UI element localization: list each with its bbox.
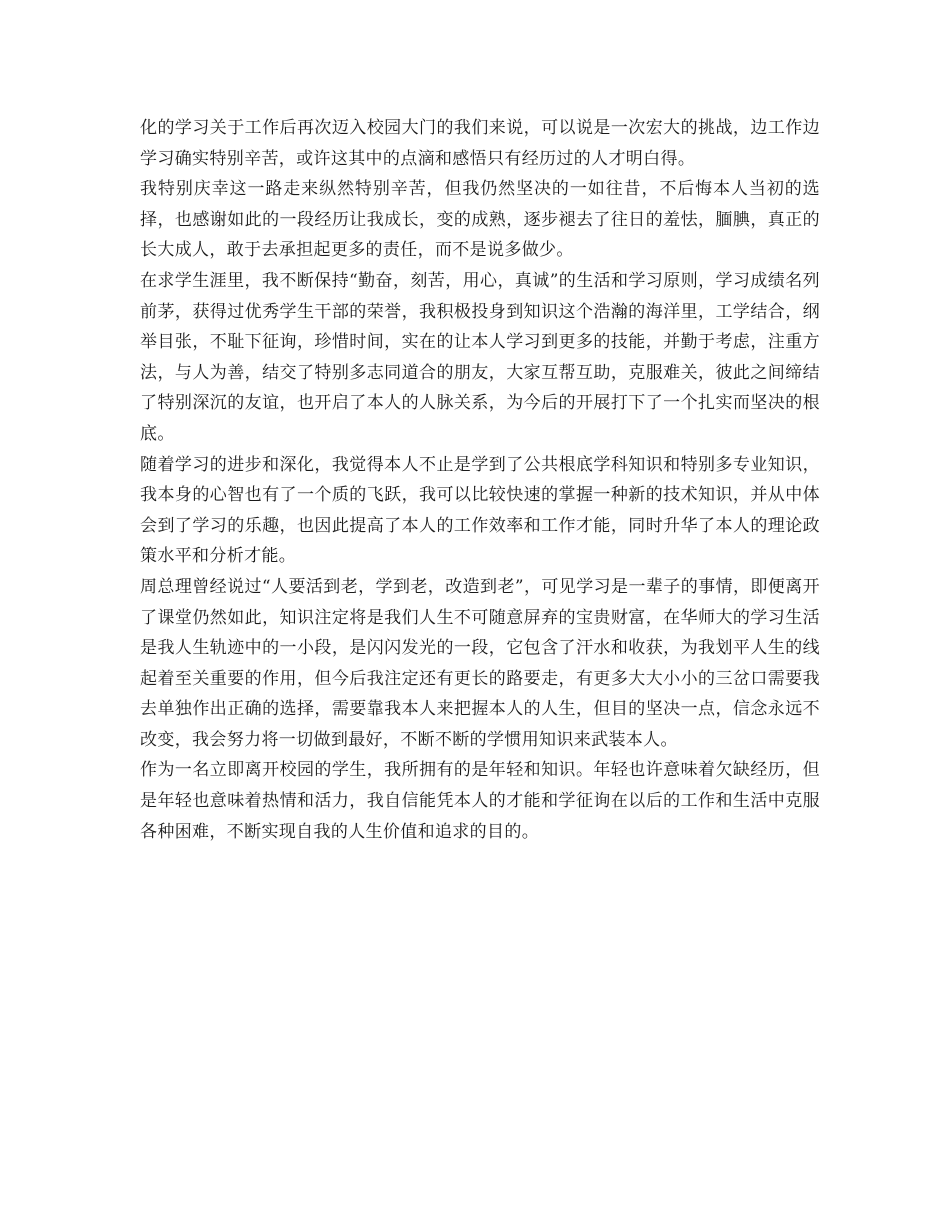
paragraph-3: 在求学生涯里，我不断保持“勤奋，刻苦，用心，真诚”的生活和学习原则，学习成绩名列前茅，获得过优秀学生干部的荣誉，我积极投身到知识这个浩瀚的海洋里，工学结合，纲举目张，不耻下征询，珍惜时间，实在的让本人学习到更多的技能，并勤于考虑，注重方法，与人为善，结交了特别多志同道合的朋友，大家互帮互助，克服难关，彼此之间缔结了特别深沉的友谊，也开启了本人的人脉关系，为今后的开展打下了一个扎实而坚决的根底。 bbox=[140, 270, 820, 444]
paragraph-4: 随着学习的进步和深化，我觉得本人不止是学到了公共根底学科知识和特别多专业知识，我本身的心智也有了一个质的飞跃，我可以比较快速的掌握一种新的技术知识，并从中体会到了学习的乐趣，也因此提高了本人的工作效率和工作才能，同时升华了本人的理论政策水平和分析才能。 bbox=[140, 454, 820, 567]
paragraph-1: 化的学习关于工作后再次迈入校园大门的我们来说，可以说是一次宏大的挑战，边工作边学习确实特别辛苦，或许这其中的点滴和感悟只有经历过的人才明白得。 bbox=[140, 118, 820, 169]
paragraph-6: 作为一名立即离开校园的学生，我所拥有的是年轻和知识。年轻也许意味着欠缺经历，但是年轻也意味着热情和活力，我自信能凭本人的才能和学征询在以后的工作和生活中克服各种困难，不断实现自我的人生价值和追求的目的。 bbox=[140, 760, 820, 842]
document-body bbox=[140, 113, 820, 847]
paragraph-5: 周总理曾经说过“人要活到老，学到老，改造到老”，可见学习是一辈子的事情，即便离开了课堂仍然如此，知识注定将是我们人生不可随意屏弃的宝贵财富，在华师大的学习生活是我人生轨迹中的一小段，是闪闪发光的一段，它包含了汗水和收获，为我划平人生的线起着至关重要的作用，但今后我注定还有更长的路要走，有更多大大小小的三岔口需要我去单独作出正确的选择，需要靠我本人来把握本人的人生，但目的坚决一点，信念永远不改变，我会努力将一切做到最好，不断不断的学惯用知识来武装本人。 bbox=[140, 576, 820, 750]
paragraph-2: 我特别庆幸这一路走来纵然特别辛苦，但我仍然坚决的一如往昔，不后悔本人当初的选择，也感谢如此的一段经历让我成长，变的成熟，逐步褪去了往日的羞怯，腼腆，真正的长大成人，敢于去承担起更多的责任，而不是说多做少。 bbox=[140, 179, 820, 261]
